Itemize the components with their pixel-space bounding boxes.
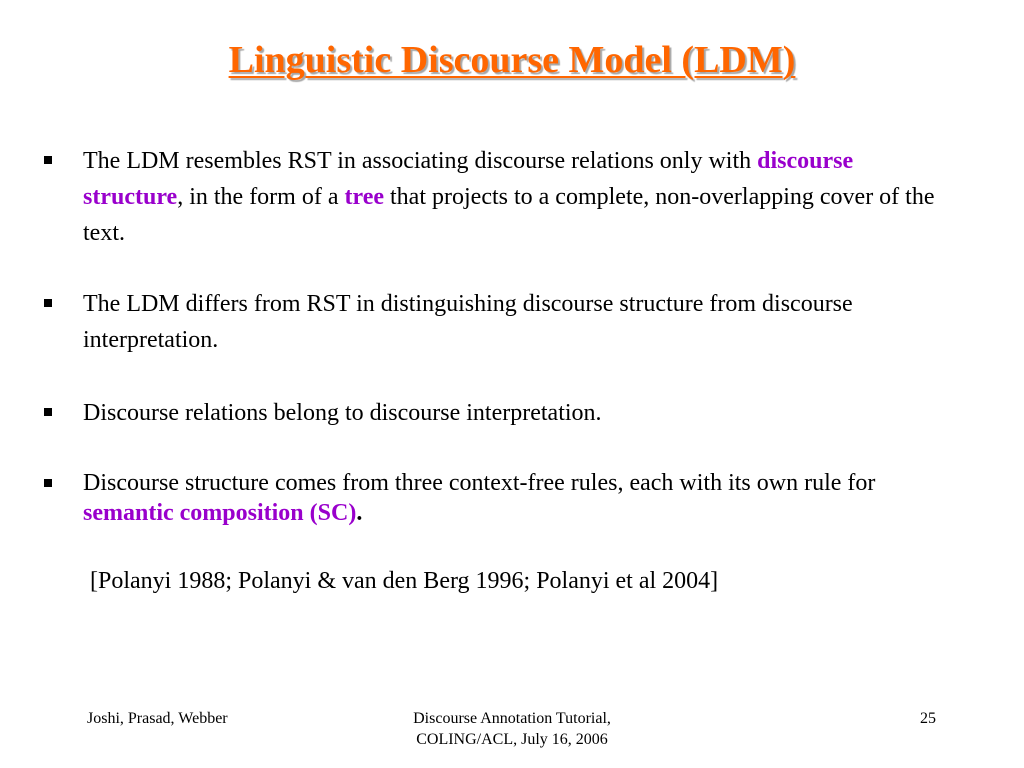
bullet-text-segment: Discourse structure comes from three context-free rules, each with its own rule for <box>83 470 876 496</box>
bullet-item <box>44 468 944 528</box>
bullet-text <box>83 468 944 528</box>
bullet-text <box>83 395 944 431</box>
bullet-text <box>83 143 944 251</box>
square-bullet-icon <box>44 299 52 307</box>
bullet-text-segment: , in the form of a <box>177 184 345 210</box>
square-bullet-icon <box>44 408 52 416</box>
footer-event <box>352 708 672 750</box>
square-bullet-icon <box>44 479 52 487</box>
footer-event-line: COLING/ACL, July 16, 2006 <box>416 731 608 748</box>
bullet-text-segment: Discourse relations belong to discourse interpretation. <box>83 400 602 426</box>
footer-authors: Joshi, Prasad, Webber <box>87 710 228 727</box>
bullet-text-segment: The LDM differs from RST in distinguishing discourse structure from discourse interpretation. <box>83 291 853 353</box>
square-bullet-icon <box>44 156 52 164</box>
slide-title: Linguistic Discourse Model (LDM) <box>228 39 796 81</box>
bullet-text-segment: that projects to a complete, non-overlapping cover of the text. <box>83 184 935 246</box>
highlight-discourse-structure: discourse structure <box>83 148 854 210</box>
highlight-semantic-composition: semantic composition (SC) <box>83 500 357 526</box>
bullet-text <box>83 286 944 358</box>
bullet-text-segment: The LDM resembles RST in associating discourse relations only with <box>83 148 758 174</box>
bullet-item <box>44 395 944 431</box>
footer-event-line: Discourse Annotation Tutorial, <box>413 710 611 727</box>
citation: [Polanyi 1988; Polanyi & van den Berg 1996; Polanyi et al 2004] <box>90 568 719 594</box>
bullet-item <box>44 286 944 358</box>
bullet-item <box>44 143 944 251</box>
page-number: 25 <box>920 710 936 727</box>
highlight-tree: tree <box>344 184 385 210</box>
bullet-text-segment: . <box>356 500 363 526</box>
